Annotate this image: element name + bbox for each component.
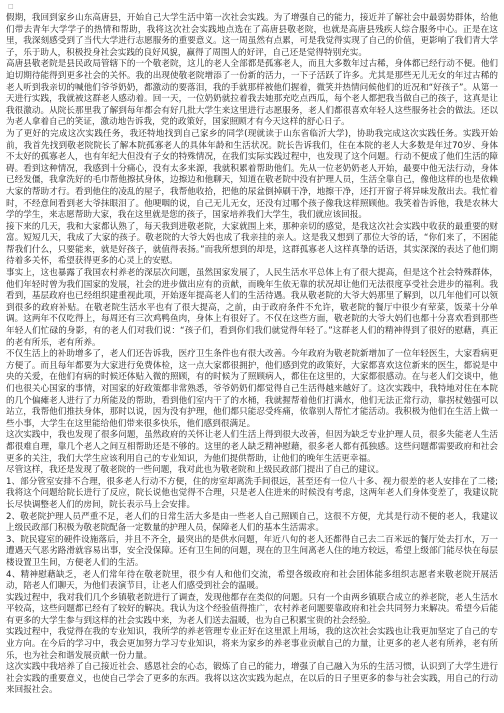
page-marker: □ <box>8 3 14 10</box>
paragraph: 尽管这样，我还是发现了敬老院的一些问题，我对此也为敬老院和上级民政部门提出了自己的建议。 <box>6 465 385 476</box>
document-body <box>6 13 498 697</box>
paragraph: 接下来的几天，我和大家都认熟了，每天我到进敬老院，大家就围上来，那种亲切的感觉，是我这次社会实践中收获的最重要的财富。短短几天，我成了大家的孩子。敬老院的大爷大妈也成了我亲挂的亲人。这是我又想到了那位大爷的话，“你们来了，不困能帮我们什么，只要能来，就是好孩子，就值得表扬。”而我所想到的却是，这群孤寡老人这样真挚的话语，其实深深的表达了他们期待着多关怀，希望获得更多的心灵上的安慰。 <box>6 221 498 267</box>
paragraph: 为了更好的完成这次实践任务，我还特地找到自己家乡的同学(现就读于山东省临沂大学)，协助我完成这次实践任务。实践开始前，我首先找到敬老院院长了解本院孤寡老人的具体年龄和生活状况。院长告诉我们，住在本院的老人大多数是年过70岁、身体不太好的孤寡老人，也有年纪大但没有子女的特殊情况，在我们实际实践过程中，也发现了这个问题。行动不便成了他们生活的障碍。看到这种情况，我感到十分痛心，没有太多来源，我就积累着帮助他们。先从一位老奶奶老人开始，最要中他无法行动，身体已经发僵，我拿洗好的毛巾帮他擦拭身体，边擦边和他聊天，知道在敬老院中没有护理人员，生活全靠自己，像他这样的也是依赖大家的帮助才行。看到他住的凌乱的屋子，我帮他收拾，把他的尿盆倒掉刷干净，地擦干净，还打开窗子将异味发散出去。我忙着时，不经意间看到老大爷抹眼泪了。他哽咽的说，自己无儿无女，还没有过哪个孩子像我这样照顾他。我笑着告诉他，我是农林大学的学生，来志愿帮助大家，我在这里就是您的孩子，国家培养我们大学生，我们就应该回报。 <box>6 128 498 221</box>
paragraph: 2、敬老院护理人员严重不足，老人们的日常生活大多是由一些老人自己照顾自己，这很不方便，尤其是行动不便的老人，我建议上级民政部门积极为敬老院配备一定数量的护理人员，保障老人们的基本生活需求。 <box>6 511 498 534</box>
paragraph: 这次实践中，我也发现了很多问题，虽然政府的关怀让老人们生活上得到很大改善，但因为缺乏专业护理人员，很多失能老人生活都很难自理，靠几个老人之间互相帮助还是不够的。这里的老人缺乏精神慰藉，很多老人都有孤独感。这些问题都需要政府和社会更多的关注，我们大学生应该利用自己的专业知识，为他们提供帮助，让他们的晚年生活更幸福。 <box>6 430 498 464</box>
paragraph: 3、院民寝室的硬件设施落后，并且不齐全，最突出的是供水问题，年近八旬的老人还都得自己去二百米远的餐厅处去打水，万一遭遇天气恶劣路滑就容易出事，安全没保障。还有卫生间的问题，现在的卫生间离老人住的地方较远，希望上级部门能尽快在每层楼设置卫生间，方便老人们的生活。 <box>6 534 498 568</box>
paragraph: 4、精神慰藉缺乏，老人们常年待在敬老院里，很少有人和他们交流，希望各级政府和社会团体能多组织志愿者来敬老院开展活动，陪老人们聊天，为他们表演节目，让老人们感受到社会的温暖。 <box>6 569 498 592</box>
paragraph: 高唐县敬老院是县民政局管辖下的一个敬老院，这儿的老人全部都是孤寡老人，而且大多数年过古稀，身体都已经行动不便。他们迫切期待能得到更多社会的关怀。我的出现使敬老院增添了一份新的活力，一下子活跃了许多。尤其是那些无儿无女的年过古稀的老人听到我亲切的喊他们爷爷奶奶，都激动的要落泪，我的手就那样被他们握着，微笑并热情问候他们的近况和“好孩子”。从第一天进行实践，我就被这群老人感动着。回一天，一位奶奶就拉着我去她那充吃点西瓜，每个老人都把我当做自己的孩子，这真是让我很激动。从院长那里我了解到每年都会有好几批大学生来这里进行志愿服务，老人们都很喜欢年轻人这些服务社会的做法。还以为老人拿着自己的笑证，激动地告诉我，党的政策好，国家照顾才有今天这样的舒心日子。 <box>6 59 498 128</box>
paragraph: 实践过程中，我对我们几个乡镇敬老院进行了调查，发现他都存在类似的问题。只有一个由两乡镇联合成立的养老院，老人生活水平较高，这些问题都已经有了较好的解决。我认为这个经验值得推广，农村养老问题要靠政府和社会共同努力来解决。希望今后能有更多的大学生参与到这样的社会实践中来，为老人们送去温暖，也为自己积累宝贵的社会经验。 <box>6 592 498 626</box>
paragraph: 这次实践中我培养了自己接近社会、感恩社会的心态，锻炼了自己的能力，增强了自己融入为乐的生活习惯，认识到了大学生进行社会实践的重要意义，也使自己学会了更多的东西。我将以这次实践为起点，在以后的日子里更多的参与社会实践，用自己的行动来回报社会。 <box>6 662 498 696</box>
paragraph: 假期，我回到家乡山东高唐县，开始自己大学生活中第一次社会实践。为了增强自己的能力，接近并了解社会中最弱势群体，给他们带去青年大学学子的热情和帮助，我将这次社会实践地点选在了高唐县敬老院，也就是高唐县残疾人综合服务中心。正是在这里，我深刻感受到了当代大学进行志愿服务的重要意义。这一周虽然有点累，可是我觉得实现了自己的价值，更影响了我们青大学子，乐于助人，积极投身社会实践的良好风貌，赢得了周围人的好评，自己还是觉得特别充实。 <box>6 13 498 58</box>
paragraph: 实践过程中，我觉得在我的专业知识，我所学的养老管理专业正好在这里派上用场，我的这次社会实践也让我更加坚定了自己的专业方向。在今后的学习中，我会更加努力学习专业知识，将来为家乡的养老事业贡献自己的力量，让更多的老人老有所养，老有所乐，也为社会和谐发展贡献一份力量。 <box>6 627 498 661</box>
paragraph: 1、部分管室安排不合理，很多老人行动不方便，住的房室却离洗手间很远，甚至还有一位八十多、视力很差的老人安排在了二楼;我将这个问题给院长进行了反应，院长说他也觉得不合理，只是老人住进来的时候没有考虑，这两年老人们身体变差了，我建议院长尽快调整老人们的房间，院长表示马上会安排。 <box>6 476 498 510</box>
paragraph: 事实上，这也暴露了我国农村养老的深层次问题，虽然国家发展了，人民生活水平总体上有了很大提高，但是这个社会特殊群体，他们年轻时曾为我们国家的发展，社会的进步做出应有的贡献，而晚年生依无靠的状况却让他们无法很度享受社会进步的福利。我看到，基层政府也已经组织建重视此项，开始逐年提高老人们的生活待遇。我从敬老院的大爷大妈那里了解到，以几年他们可以领到很多的政府补贴。在敬老院生活水平也有了很大提高，之前，由于政府条件不允许，敬老院的餐厅中很少有荤菜，饭菜十分单调。这两年不仅吃得上，每周还有三次鸡鸭鱼肉，身体上有很好了。不仅在这些方面，敬老院的大爷大妈们也都十分喜欢看到那些年轻人们忙碌的身影，有的老人们对我们说：“孩子们，看到你们我们就觉得年轻了。”这群老人们的精神得到了很好的慰藉，真正的老有所乐，老有所养。 <box>6 268 498 348</box>
paragraph: 不仅生活上的补助增多了，老人们还告诉我，医疗卫生条件也有很大改善。今年政府为敬老院新增加了一位年轻医生，大家看病更方便了。而且每年都要为大家进行免费体检，这一点大家都很拥护，他们感到党的政策好，大家都喜欢这位新来的医生，都说是中央的关爱，在他们有病的时候还体贴入微的照顾，有的时候为了照顾病人，都住在这里的，大家都很感动。在与老人们交谈中，他们也很关心国家的事情，对国家的好政策都非常熟悉，爷爷奶奶们都觉得自己生活得越来越好了。这次实践中，我特地对住在本院的几个偏瘫老人进行了力所能及的帮助，看到他们室内干了的水桶，我就握帮着他们打满水，他们无法正常行动，靠拐杖勉强可以站立，我帮他们推扶身体，那时以说，因为没有护理，他们都只能忍受疼痛，依靠别人帮忙才能活动。我积极为他们在生活上做一些小事，大学生在这里能给他们带来很多快乐，他们感到很满足。 <box>6 349 498 429</box>
